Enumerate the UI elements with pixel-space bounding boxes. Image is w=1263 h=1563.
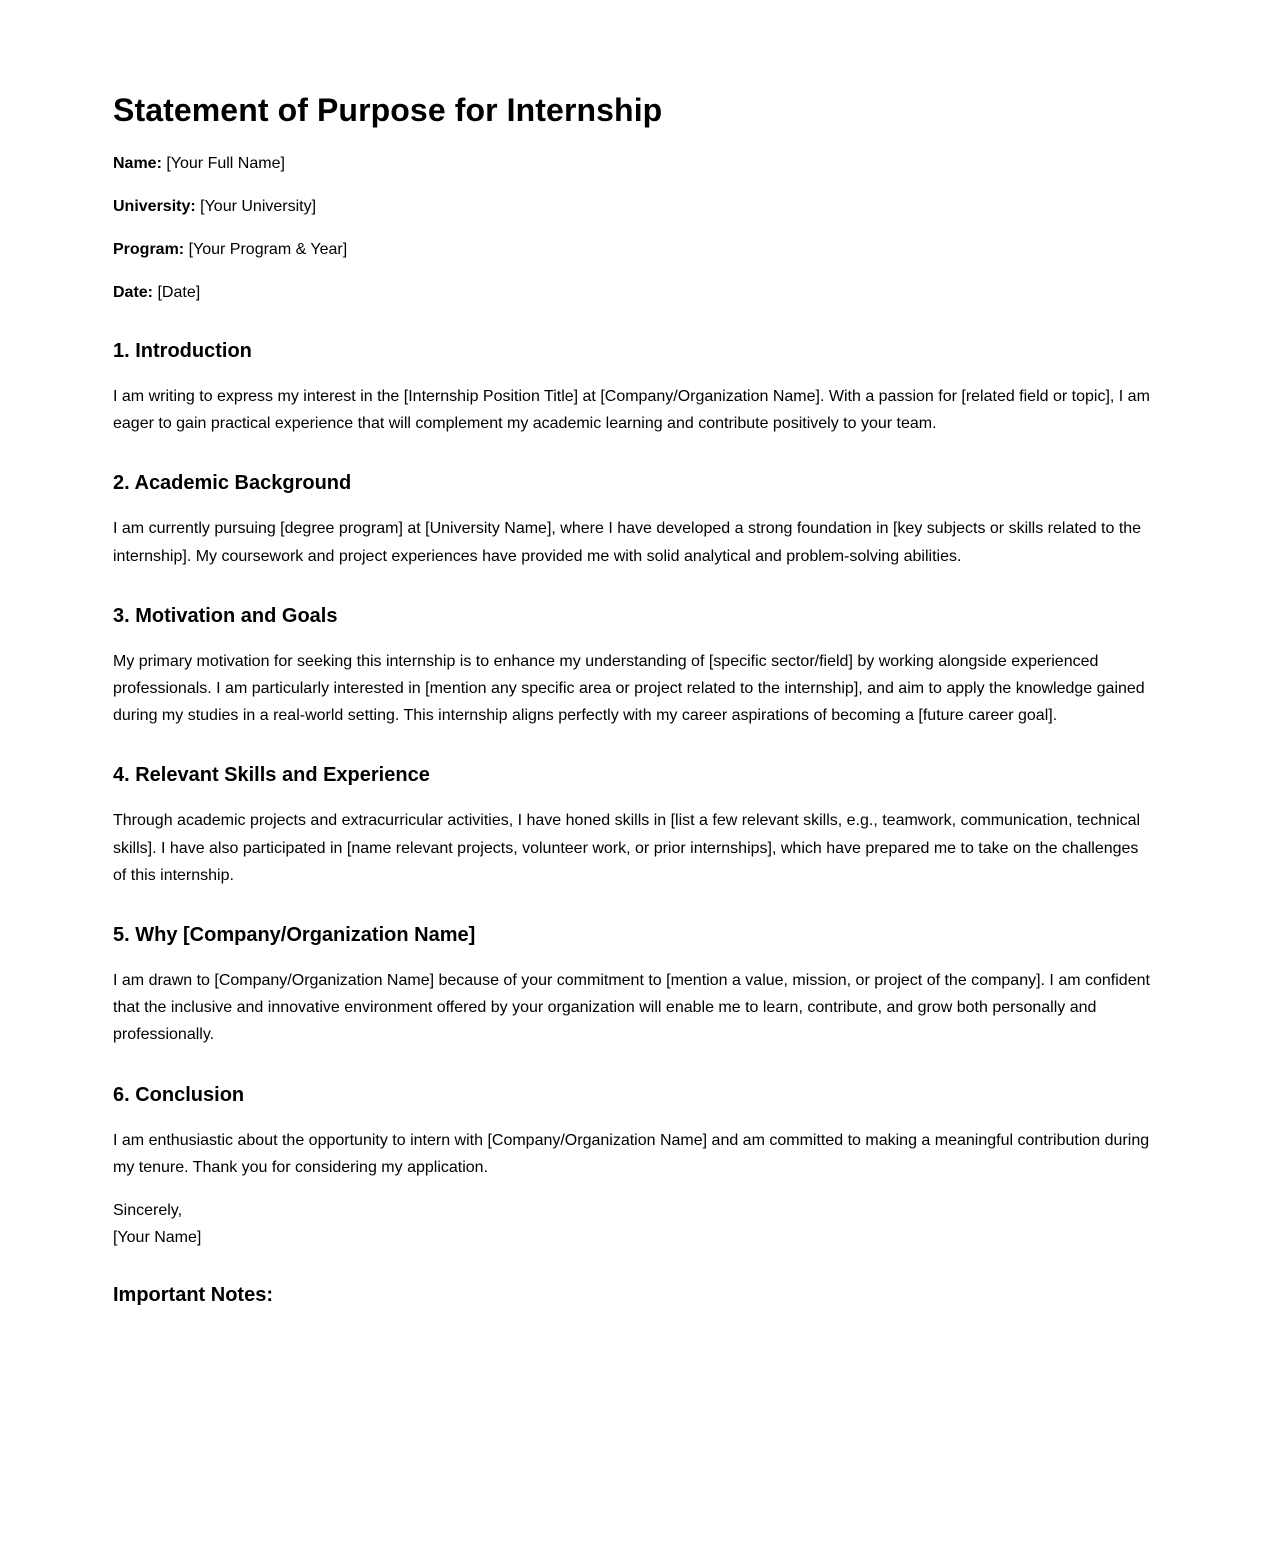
meta-date-value: [Date] xyxy=(157,284,201,301)
meta-name xyxy=(113,152,1153,175)
meta-name-label: Name: xyxy=(113,155,162,172)
closing-salutation: Sincerely, xyxy=(113,1202,183,1220)
section-body-skills-experience: Through academic projects and extracurricular activities, I have honed skills in [list a few relevant skills, e.g., teamwork, communication, technical skills]. I have also participated in [name relevant projects, volunteer work, or prior internships], which have prepared me to take on the challenges of this internship. xyxy=(113,812,1141,884)
section-body-why-company: I am drawn to [Company/Organization Name] because of your commitment to [mention a value, mission, or project of the company]. I am confident that the inclusive and innovative environment offered by your organization will enable me to learn, contribute, and grow both personally and professionally. xyxy=(113,972,1150,1044)
section-heading-motivation-goals: 3. Motivation and Goals xyxy=(113,604,338,627)
meta-program xyxy=(113,238,1153,261)
section-heading-academic-background: 2. Academic Background xyxy=(113,472,352,495)
letter-closing xyxy=(113,1197,1153,1251)
meta-name-value: [Your Full Name] xyxy=(166,155,285,172)
meta-date xyxy=(113,281,1153,304)
section-heading-conclusion: 6. Conclusion xyxy=(113,1083,245,1106)
section-body-conclusion: I am enthusiastic about the opportunity to intern with [Company/Organization Name] and am committed to making a meaningful contribution during my tenure. Thank you for considering my application. xyxy=(113,1131,1150,1176)
section-heading-why-company: 5. Why [Company/Organization Name] xyxy=(113,924,476,947)
meta-university-value: [Your University] xyxy=(200,198,317,215)
notes-heading: Important Notes: xyxy=(113,1284,273,1307)
section-heading-skills-experience: 4. Relevant Skills and Experience xyxy=(113,764,430,787)
applicant-details xyxy=(113,152,1153,304)
section-body-academic-background: I am currently pursuing [degree program] at [University Name], where I have developed a strong foundation in [key subjects or skills related to the internship]. My coursework and project experiences have provided me with solid analytical and problem-solving abilities. xyxy=(113,520,1142,565)
meta-university xyxy=(113,195,1153,218)
section-body-motivation-goals: My primary motivation for seeking this internship is to enhance my understanding of [specific sector/field] by working alongside experienced professionals. I am particularly interested in [mention any specific area or project related to the internship], and aim to apply the knowledge gained during my studies in a real-world setting. This internship aligns perfectly with my career aspirations of becoming a [future career goal]. xyxy=(113,652,1145,725)
meta-program-label: Program: xyxy=(113,241,185,258)
document-title: Statement of Purpose for Internship xyxy=(113,92,663,128)
section-heading-introduction: 1. Introduction xyxy=(113,340,252,362)
meta-program-value: [Your Program & Year] xyxy=(188,241,348,258)
section-body-introduction: I am writing to express my interest in the [Internship Position Title] at [Company/Organization Name]. With a passion for [related field or topic], I am eager to gain practical experience that will complement my academic learning and contribute positively to your team. xyxy=(113,388,1150,433)
closing-signature: [Your Name] xyxy=(113,1229,202,1247)
meta-date-label: Date: xyxy=(113,284,154,301)
meta-university-label: University: xyxy=(113,198,196,215)
